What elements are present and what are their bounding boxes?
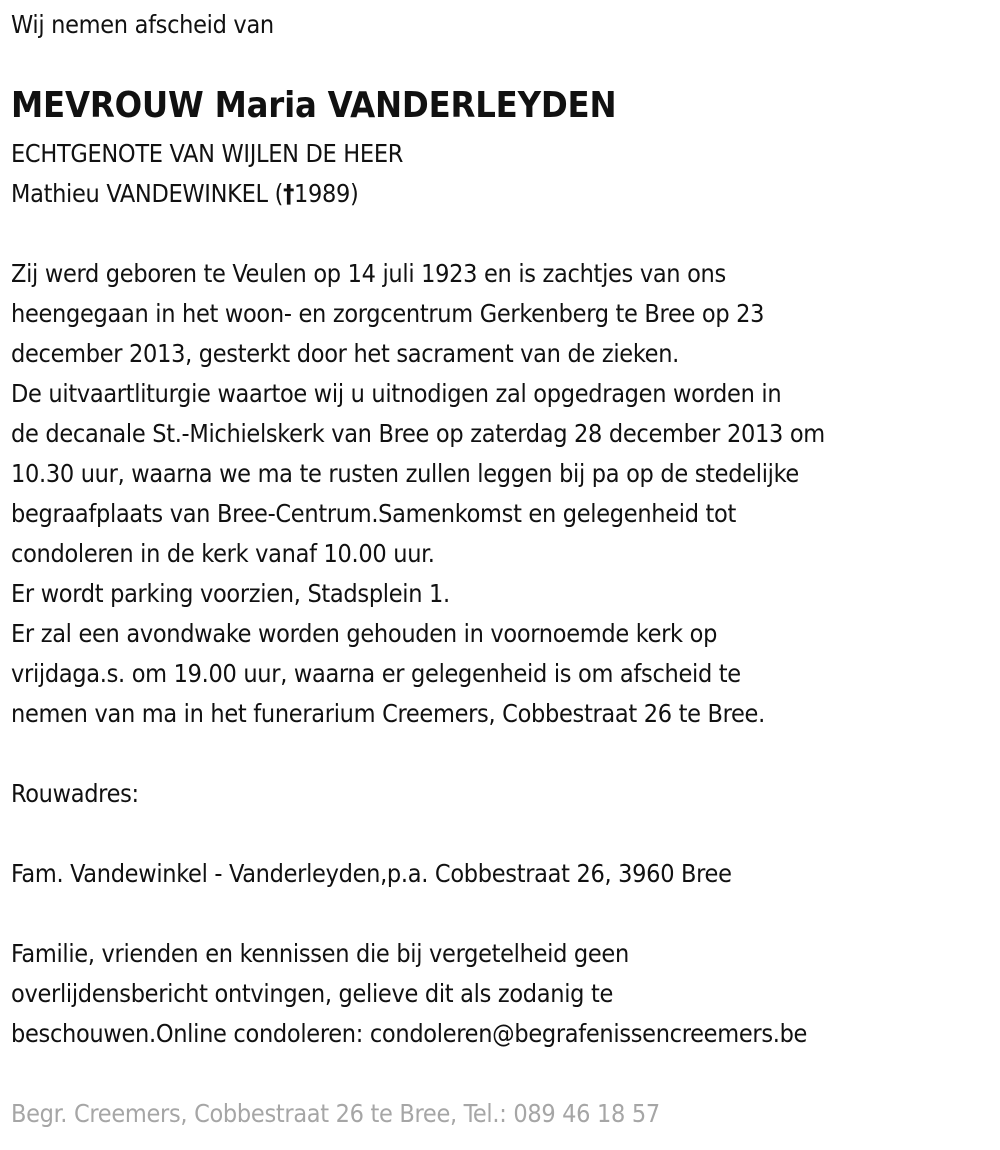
body-line: vrijdaga.s. om 19.00 uur, waarna er gelegenheid is om afscheid te xyxy=(11,659,741,688)
body-line: begraafplaats van Bree-Centrum.Samenkomst en gelegenheid tot xyxy=(11,499,737,528)
body-line: Er wordt parking voorzien, Stadsplein 1. xyxy=(11,579,450,608)
spouse-label: ECHTGENOTE VAN WIJLEN DE HEER xyxy=(11,139,404,168)
body-line: de decanale St.-Michielskerk van Bree op zaterdag 28 december 2013 om xyxy=(11,419,825,448)
body-line: Zij werd geboren te Veulen op 14 juli 1923 en is zachtjes van ons xyxy=(11,259,726,288)
closing-line: Familie, vrienden en kennissen die bij vergetelheid geen xyxy=(11,939,629,968)
cross-icon: † xyxy=(283,179,295,208)
body-line: nemen van ma in het funerarium Creemers, Cobbestraat 26 te Bree. xyxy=(11,699,765,728)
body-line: De uitvaartliturgie waartoe wij u uitnodigen zal opgedragen worden in xyxy=(11,379,782,408)
funeral-home-footer: Begr. Creemers, Cobbestraat 26 te Bree, Tel.: 089 46 18 57 xyxy=(11,1099,660,1128)
spouse-name: Mathieu VANDEWINKEL ( xyxy=(11,179,284,208)
body-line: Er zal een avondwake worden gehouden in voornoemde kerk op xyxy=(11,619,718,648)
notice-body xyxy=(11,254,1000,734)
closing-line: overlijdensbericht ontvingen, gelieve dit als zodanig te xyxy=(11,979,614,1008)
body-line: condoleren in de kerk vanaf 10.00 uur. xyxy=(11,539,435,568)
mourning-address-label: Rouwadres: xyxy=(11,779,139,808)
closing-text xyxy=(11,934,807,1054)
deceased-name-heading: MEVROUW Maria VANDERLEYDEN xyxy=(11,85,617,126)
body-line: december 2013, gesterkt door het sacrament van de zieken. xyxy=(11,339,679,368)
body-line: heengegaan in het woon- en zorgcentrum Gerkenberg te Bree op 23 xyxy=(11,299,765,328)
spouse-death-year: 1989) xyxy=(294,179,359,208)
closing-line: beschouwen.Online condoleren: condoleren@begrafenissencreemers.be xyxy=(11,1019,808,1048)
body-line: 10.30 uur, waarna we ma te rusten zullen leggen bij pa op de stedelijke xyxy=(11,459,799,488)
mourning-address: Fam. Vandewinkel - Vanderleyden,p.a. Cobbestraat 26, 3960 Bree xyxy=(11,859,732,888)
spouse-name-line xyxy=(11,174,359,214)
intro-text: Wij nemen afscheid van xyxy=(11,10,274,39)
